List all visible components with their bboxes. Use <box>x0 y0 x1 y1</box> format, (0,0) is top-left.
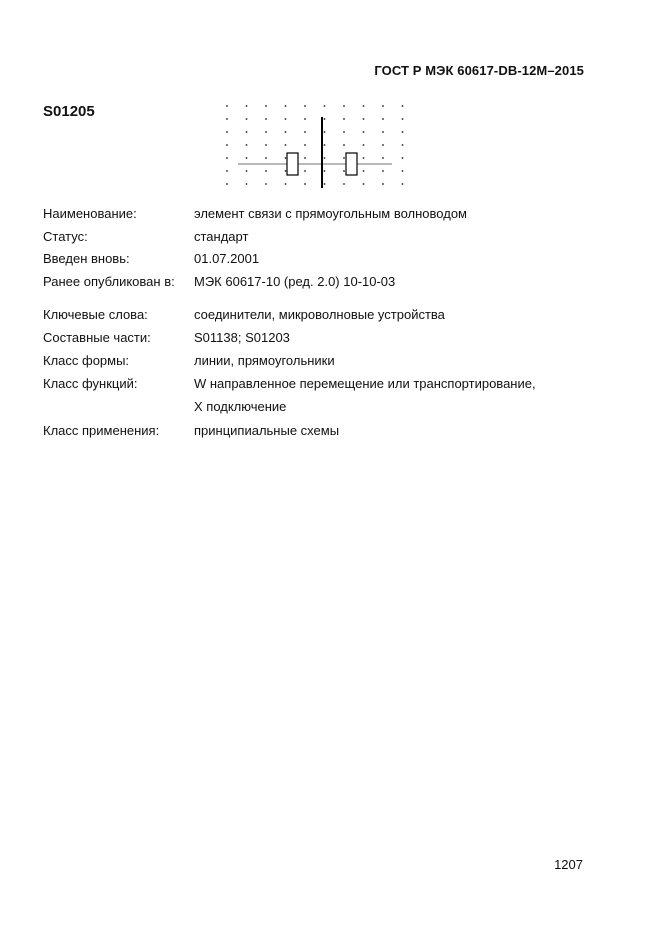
attribute-key: Введен вновь: <box>43 251 130 266</box>
attribute-value: принципиальные схемы <box>194 423 340 438</box>
attribute-key: Статус: <box>43 229 88 244</box>
attribute-value: X подключение <box>194 399 287 414</box>
left-rectangle <box>287 153 298 175</box>
attribute-value: 01.07.2001 <box>194 251 260 266</box>
attribute-key: Составные части: <box>43 330 151 345</box>
document-header-code: ГОСТ Р МЭК 60617-DB-12M–2015 <box>374 63 584 78</box>
attribute-value: МЭК 60617-10 (ред. 2.0) 10-10-03 <box>194 274 396 289</box>
attribute-value: S01138; S01203 <box>194 330 290 345</box>
attribute-value: линии, прямоугольники <box>194 353 335 368</box>
attribute-key: Ранее опубликован в: <box>43 274 175 289</box>
attribute-key: Класс функций: <box>43 376 138 391</box>
waveguide-coupling-element-symbol-icon <box>222 100 412 192</box>
attribute-key: Наименование: <box>43 206 137 221</box>
symbol-figure <box>222 100 412 192</box>
attribute-value: элемент связи с прямоугольным волноводом <box>194 206 467 221</box>
attribute-key: Класс применения: <box>43 423 160 438</box>
attribute-value: стандарт <box>194 229 249 244</box>
dot-grid <box>226 105 403 185</box>
right-rectangle <box>346 153 357 175</box>
attribute-key: Ключевые слова: <box>43 307 148 322</box>
attribute-value: W направленное перемещение или транспортирование, <box>194 376 536 391</box>
symbol-code: S01205 <box>43 103 95 120</box>
attribute-key: Класс формы: <box>43 353 130 368</box>
attribute-value: соединители, микроволновые устройства <box>194 307 445 322</box>
page-number: 1207 <box>554 857 583 872</box>
